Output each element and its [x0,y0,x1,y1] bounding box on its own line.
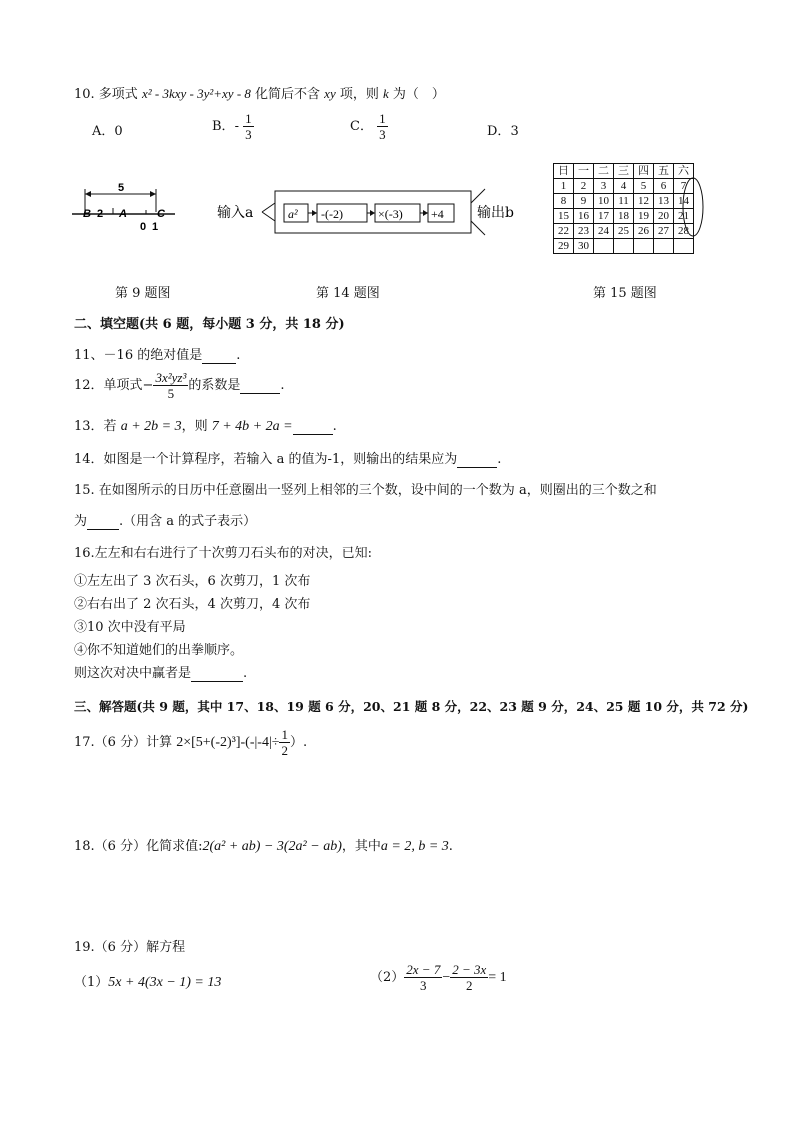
q16-end: . [243,666,248,681]
q13-mid: ，则 [181,419,212,434]
q16-item-4: ④你不知道她们的出拳顺序。 [74,643,244,658]
q14-text: 14．如图是一个计算程序，若输入 a 的值为-1，则输出的结果应为 [74,452,458,467]
q10-stem [74,83,445,102]
fraction-denominator: 3 [420,978,427,993]
q13-condition: a + 2b = 3 [120,419,182,434]
q13-end: . [332,419,337,434]
calendar-cell: 23 [574,224,594,239]
fraction-numerator: 2x − 7 [406,962,441,977]
q14-end: . [497,452,502,467]
calendar-cell: 2 [574,179,594,194]
q19-part1-label: （1） [74,975,109,990]
calendar-cell: 5 [634,179,654,194]
q13-expression: 7 + 4b + 2a = [211,419,293,434]
fig14-flowchart [215,185,525,240]
q19-part1 [74,971,221,991]
q10-mid: 化简后不含 [250,87,325,102]
calendar-cell: 17 [594,209,614,224]
option-value: 0 [114,124,123,139]
option-sign: - [234,119,239,134]
option-label: B． [212,119,235,134]
q10-option-b [212,111,254,142]
option-value: 3 [510,124,519,139]
calendar-cell: 16 [574,209,594,224]
calendar-cell: 28 [674,224,694,239]
q17-expression: 2×[5+(-2)³]-(-|-4|÷ [176,735,280,750]
fig14-arrowhead-3 [423,210,428,216]
q18-expression: 2(a² + ab) − 3(2a² − ab) [202,839,342,854]
calendar-cell: 3 [594,179,614,194]
calendar-cell: 1 [554,179,574,194]
fig14-box-1-text: a² [288,207,298,221]
option-fraction [243,111,254,142]
q11-end: . [236,348,241,363]
fraction-numerator: 1 [379,111,386,126]
calendar-circle [683,178,703,236]
section3-title: 三、解答题(共 9 题，其中 17、18、19 题 6 分，20、21 题 8 分，22、23 题 9 分，24、25 题 10 分，共 72 分) [74,699,749,714]
fig15-calendar [553,163,694,254]
q15-answer-blank[interactable] [87,514,119,530]
q11 [74,344,240,364]
q15-line2 [74,510,256,530]
option-label: C． [350,119,373,134]
q18-mid: ，其中 [341,839,381,854]
q19-part2-fraction-2 [450,962,488,993]
fig14-input-label: 输入a [217,205,254,221]
q10-end: 为（ ） [388,87,445,102]
fig14-in-line-top [262,203,275,212]
q17-fraction [279,727,290,758]
q19-part2-label: （2） [370,970,405,985]
q16-item-2: ②右右出了 2 次石头，4 次剪刀，4 次布 [74,597,311,612]
calendar-row [554,194,694,209]
calendar-cell: 27 [654,224,674,239]
fig9-caption: 第 9 题图 [115,286,171,301]
calendar-cell [654,239,674,254]
q11-text: 11、－16 的绝对值是 [74,348,203,363]
q10-suffix: 项，则 [335,87,383,102]
q18-condition: a = 2, b = 3 [380,839,449,854]
fig9-label-a: A [119,208,127,220]
calendar-cell: 29 [554,239,574,254]
option-label: A． [92,124,115,139]
fig9-number-line [70,180,180,235]
fig9-axis-zero: 0 [140,221,147,233]
fraction-numerator: 2 − 3x [452,962,487,977]
q10-prefix: 10. 多项式 [74,87,142,102]
calendar-cell: 26 [634,224,654,239]
calendar-cell: 25 [614,224,634,239]
fig14-in-line-bottom [262,212,275,221]
calendar-cell: 20 [654,209,674,224]
calendar-header-cell: 二 [594,164,614,179]
fig9-arrow-right [150,191,156,197]
q12-end: . [280,378,285,393]
fig14-output-label: 输出b [477,205,514,221]
q16-intro: 16.左左和右右进行了十次剪刀石头布的对决，已知: [74,546,373,561]
calendar-cell: 11 [614,194,634,209]
fig15-caption: 第 15 题图 [593,286,657,301]
fig14-arrowhead-1 [312,210,317,216]
calendar-cell: 18 [614,209,634,224]
q14-answer-blank[interactable] [457,452,497,468]
calendar-cell: 10 [594,194,614,209]
q15-line2-suffix: .（用含 a 的式子表示） [119,514,257,529]
q16-question-text: 则这次对决中赢者是 [74,666,192,681]
q10-term: xy [324,86,336,101]
fig9-top-label: 5 [118,182,125,194]
calendar-cell [674,239,694,254]
q10-var: k [382,86,389,101]
q17-prefix: 17.（6 分）计算 [74,735,177,750]
calendar-cell: 30 [574,239,594,254]
calendar-cell [594,239,614,254]
q16-question [74,662,247,682]
calendar-cell: 15 [554,209,574,224]
calendar-header-cell: 日 [554,164,574,179]
q19-part2-minus: − [442,970,451,985]
q19-part2-fraction-1 [404,962,442,993]
fig9-label-2: 2 [97,208,104,220]
calendar-header-cell: 一 [574,164,594,179]
calendar-cell: 6 [654,179,674,194]
calendar-cell: 9 [574,194,594,209]
calendar-header-row [554,164,694,179]
fig9-label-c: C [157,208,165,220]
q11-answer-blank[interactable] [202,348,236,364]
calendar-cell: 7 [674,179,694,194]
q13-answer-blank[interactable] [293,419,333,435]
q18-prefix: 18.（6 分）化简求值: [74,839,203,854]
q16-item-1: ①左左出了 3 次石头，6 次剪刀，1 次布 [74,574,311,589]
q12 [74,370,285,401]
q17-end: ）. [289,735,308,750]
calendar-header-cell: 三 [614,164,634,179]
fig9-arrow-left [85,191,91,197]
q12-suffix: 的系数是 [188,378,241,393]
calendar-header-cell: 六 [674,164,694,179]
fig9-label-b: B [83,208,91,220]
q16-answer-blank[interactable] [191,666,243,682]
calendar-header-cell: 四 [634,164,654,179]
q19-part2-rhs: = 1 [488,970,507,985]
fraction-denominator: 5 [167,386,175,401]
q15-line1: 15. 在如图所示的日历中任意圈出一竖列上相邻的三个数，设中间的一个数为 a，则圈出的三个数之和 [74,483,657,498]
fig14-out-line-bottom [471,221,485,235]
calendar-cell: 21 [674,209,694,224]
q10-expression: x² - 3kxy - 3y²+xy - 8 [141,86,251,101]
calendar-cell: 14 [674,194,694,209]
fraction-numerator: 1 [281,727,288,742]
calendar-table [553,163,694,254]
q18-end: . [448,839,453,854]
calendar-cell: 12 [634,194,654,209]
q19-title: 19.（6 分）解方程 [74,940,186,955]
fig14-box-4-text: +4 [431,207,444,221]
q10-option-d [487,120,519,139]
fraction-numerator: 1 [245,111,252,126]
calendar-cell [634,239,654,254]
q16-item-3: ③10 次中没有平局 [74,620,186,635]
fraction-denominator: 3 [379,127,386,142]
q10-option-c [350,111,388,142]
calendar-cell: 4 [614,179,634,194]
fraction-denominator: 2 [466,978,473,993]
option-label: D． [487,124,511,139]
q10-option-a [92,120,123,139]
calendar-row [554,239,694,254]
calendar-cell: 13 [654,194,674,209]
calendar-row [554,224,694,239]
calendar-row [554,179,694,194]
q12-fraction [153,370,188,401]
q15-line2-prefix: 为 [74,514,88,529]
fraction-denominator: 2 [281,743,288,758]
calendar-cell [614,239,634,254]
q17 [74,727,307,758]
calendar-cell: 8 [554,194,574,209]
fig14-arrowhead-2 [370,210,375,216]
q19-part2 [370,962,507,993]
calendar-cell: 22 [554,224,574,239]
fraction-numerator: 3x²yz³ [155,370,187,385]
section2-title: 二、填空题(共 6 题，每小题 3 分，共 18 分) [74,317,345,332]
fig14-out-line-top [471,189,485,203]
calendar-cell: 19 [634,209,654,224]
fig14-caption: 第 14 题图 [316,286,380,301]
calendar-row [554,209,694,224]
fraction-denominator: 3 [245,127,252,142]
calendar-cell: 24 [594,224,614,239]
q14 [74,448,501,468]
q18 [74,835,453,855]
fig9-axis-one: 1 [152,221,159,233]
q13 [74,415,337,435]
fig14-box-2-text: -(-2) [321,207,343,221]
fig15-circle-marker [681,175,707,239]
q12-sign: − [142,378,154,393]
fig14-box-3-text: ×(-3) [378,207,403,221]
calendar-header-cell: 五 [654,164,674,179]
q19-part1-equation: 5x + 4(3x − 1) = 13 [108,975,222,990]
q12-prefix: 12．单项式 [74,378,143,393]
option-fraction [377,111,388,142]
q12-answer-blank[interactable] [240,378,280,394]
q13-prefix: 13．若 [74,419,121,434]
